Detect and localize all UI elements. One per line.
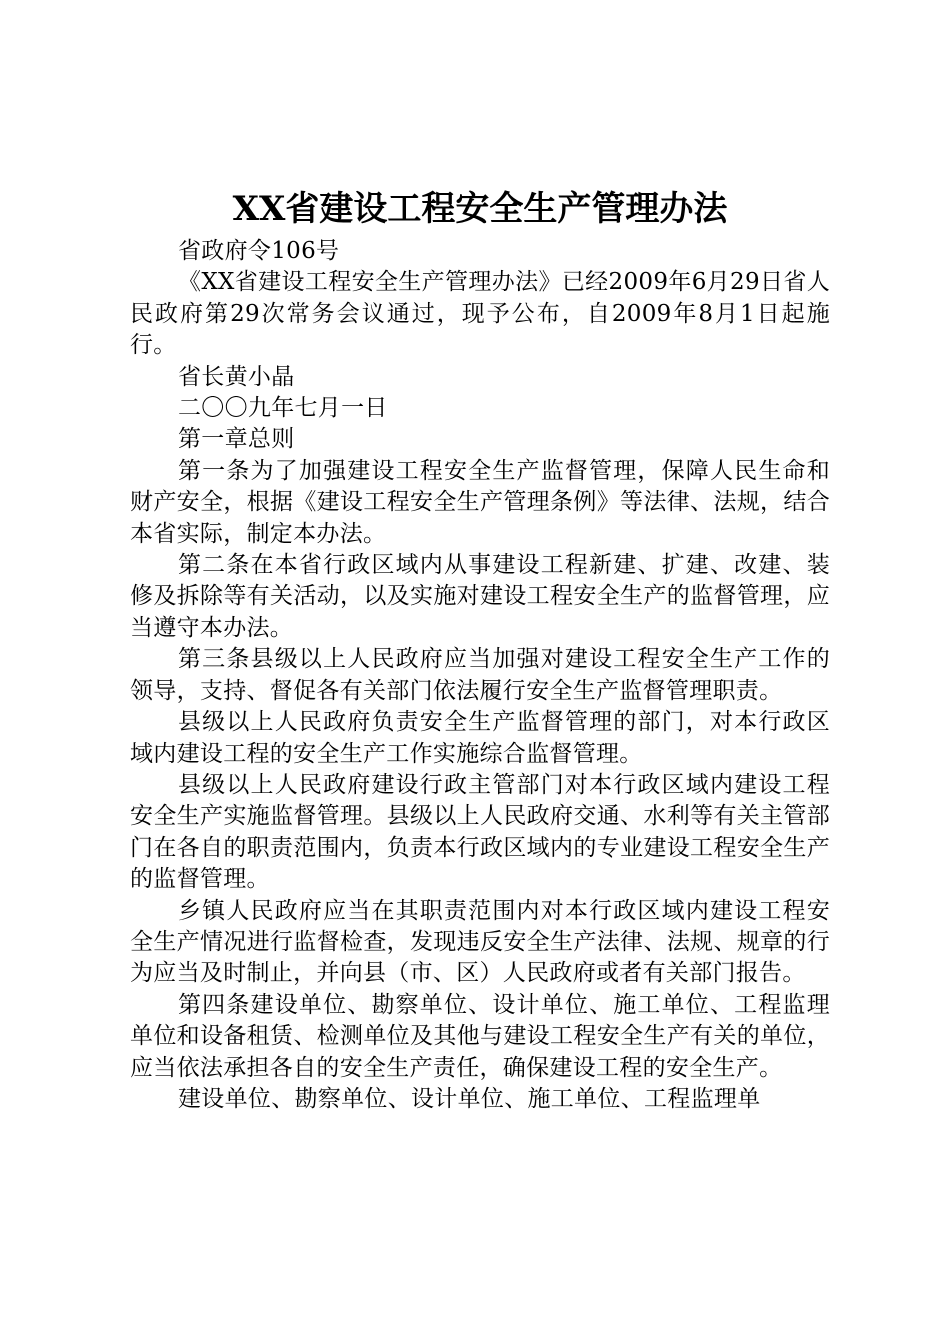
article-3-paragraph-4: 乡镇人民政府应当在其职责范围内对本行政区域内建设工程安全生产情况进行监督检查，发现违反安全生产法律、法规、规章的行为应当及时制止，并向县（市、区）人民政府或者有关部门报告。 [130,897,830,987]
article-2: 第二条在本省行政区域内从事建设工程新建、扩建、改建、装修及拆除等有关活动，以及实施对建设工程安全生产的监督管理，应当遵守本办法。 [130,552,830,641]
promulgation-paragraph: 《XX省建设工程安全生产管理办法》已经2009年6月29日省人民政府第29次常务会议通过，现予公布，自2009年8月1日起施行。 [130,269,830,359]
article-3-paragraph-2: 县级以上人民政府负责安全生产监督管理的部门，对本行政区域内建设工程的安全生产工作实施综合监督管理。 [130,709,830,767]
article-4-paragraph-2: 建设单位、勘察单位、设计单位、施工单位、工程监理单 [178,1085,761,1112]
document-title: XX省建设工程安全生产管理办法 [232,189,728,229]
article-3: 第三条县级以上人民政府应当加强对建设工程安全生产工作的领导，支持、督促各有关部门依法履行安全生产监督管理职责。 [130,646,830,704]
article-3-paragraph-3: 县级以上人民政府建设行政主管部门对本行政区域内建设工程安全生产实施监督管理。县级以上人民政府交通、水利等有关主管部门在各自的职责范围内，负责本行政区域内的专业建设工程安全生产的监督管理。 [130,771,830,893]
decree-number: 省政府令106号 [178,238,340,264]
document-body [130,236,830,1115]
governor-signature: 省长黄小晶 [178,363,295,390]
chapter-heading: 第一章总则 [178,426,295,453]
article-4: 第四条建设单位、勘察单位、设计单位、施工单位、工程监理单位和设备租赁、检测单位及其他与建设工程安全生产有关的单位，应当依法承担各自的安全生产责任，确保建设工程的安全生产。 [130,991,830,1081]
article-1: 第一条为了加强建设工程安全生产监督管理，保障人民生命和财产安全，根据《建设工程安全生产管理条例》等法律、法规，结合本省实际，制定本办法。 [130,457,830,547]
issue-date: 二〇〇九年七月一日 [178,395,388,422]
